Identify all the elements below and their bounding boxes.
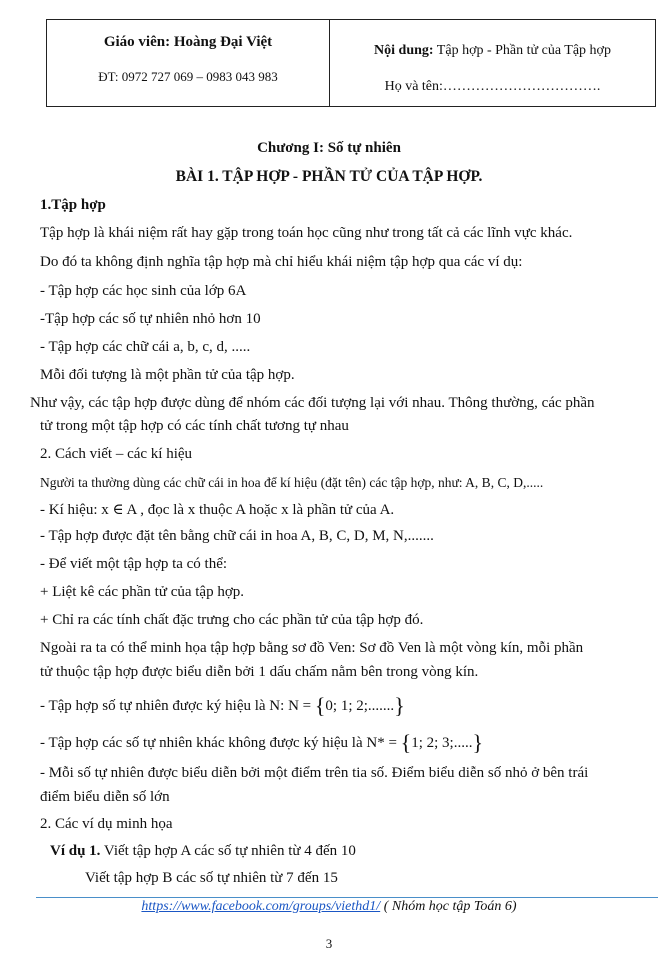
example-text: Viết tập hợp A các số tự nhiên từ 4 đến 10 — [100, 843, 356, 859]
teacher-name: Giáo viên: Hoàng Đại Việt — [103, 34, 273, 50]
paragraph: Như vậy, các tập hợp được dùng để nhóm các đối tượng lại với nhau. Thông thường, các phần — [30, 395, 595, 411]
page-number: 3 — [325, 936, 333, 951]
chapter-title: Chương I: Số tự nhiên — [257, 140, 401, 156]
paragraph: - Để viết một tập hợp ta có thể: — [40, 556, 228, 572]
paragraph: Mỗi đối tượng là một phần tử của tập hợp. — [40, 367, 295, 383]
math-elements: 0; 1; 2;....... — [325, 698, 395, 714]
close-brace: } — [394, 693, 405, 718]
example-1-b: Viết tập hợp B các số tự nhiên từ 7 đến 15 — [85, 870, 338, 886]
paragraph: Ngoài ra ta có thể minh họa tập hợp bằng sơ đồ Ven: Sơ đồ Ven là một vòng kín, mỗi phần — [40, 640, 584, 656]
content-label: Nội dung: — [374, 43, 434, 58]
text: , đọc là x thuộc A hoặc x là phần tử của A. — [136, 502, 395, 518]
teacher-phone: ĐT: 0972 727 069 – 0983 043 983 — [98, 69, 278, 84]
paragraph: điểm biểu diễn số lớn — [40, 789, 170, 805]
paragraph — [40, 500, 394, 519]
text: - Kí hiệu: — [40, 502, 102, 518]
close-brace: } — [472, 730, 484, 755]
header-content-cell — [330, 20, 655, 106]
facebook-group-link[interactable]: https://www.facebook.com/groups/viethd1/ — [141, 899, 381, 914]
math-lhs: N = — [288, 698, 315, 714]
paragraph: Do đó ta không định nghĩa tập hợp mà chỉ hiểu khái niệm tập hợp qua các ví dụ: — [40, 254, 523, 270]
paragraph: Người ta thường dùng các chữ cái in hoa để kí hiệu (đặt tên) các tập hợp, như: A, B, C, D,..... — [40, 475, 544, 490]
math-lhs: N* = — [366, 735, 401, 751]
footer — [0, 899, 658, 915]
open-brace: { — [400, 730, 412, 755]
section-2-heading: 2. Cách viết – các kí hiệu — [40, 446, 193, 462]
lesson-title: BÀI 1. TẬP HỢP - PHẦN TỬ CỦA TẬP HỢP. — [175, 168, 483, 185]
footer-rule — [36, 897, 658, 898]
content-value: Tập hợp - Phần tử của Tập hợp — [433, 43, 611, 58]
example-label: Ví dụ 1. — [50, 843, 101, 859]
group-name: ( Nhóm học tập Toán 6) — [380, 899, 517, 914]
content-line — [330, 43, 655, 59]
example-1 — [50, 843, 356, 860]
header-table — [46, 19, 656, 107]
paragraph: tử thuộc tập hợp được biểu diễn bởi 1 dấu chấm nằm bên trong vòng kín. — [40, 664, 479, 680]
section-3-heading: 2. Các ví dụ minh họa — [40, 816, 173, 832]
name-field: Họ và tên:……………………………. — [384, 79, 601, 94]
paragraph: tử trong một tập hợp có các tính chất tương tự nhau — [40, 418, 349, 434]
text: - Tập hợp các số tự nhiên khác không được ký hiệu là — [40, 735, 367, 751]
section-1-heading: 1.Tập hợp — [40, 197, 106, 213]
list-item: - Tập hợp các học sinh của lớp 6A — [40, 283, 247, 299]
paragraph — [40, 730, 483, 756]
paragraph: + Chỉ ra các tính chất đặc trưng cho các phần tử của tập hợp đó. — [40, 612, 424, 628]
math-elements: 1; 2; 3;..... — [411, 735, 473, 751]
paragraph — [40, 693, 405, 719]
header-teacher-cell — [47, 20, 330, 106]
math-expression: x ∈ A — [101, 502, 137, 518]
paragraph: - Tập hợp được đặt tên bằng chữ cái in hoa A, B, C, D, M, N,....... — [40, 528, 434, 544]
list-item: - Tập hợp các chữ cái a, b, c, d, ..... — [40, 339, 251, 355]
paragraph: + Liệt kê các phần tử của tập hợp. — [40, 584, 245, 600]
open-brace: { — [314, 693, 326, 718]
paragraph: Tập hợp là khái niệm rất hay gặp trong toán học cũng như trong tất cả các lĩnh vực khác. — [40, 225, 573, 241]
text: - Tập hợp số tự nhiên được ký hiệu là N: — [40, 698, 289, 714]
list-item: -Tập hợp các số tự nhiên nhỏ hơn 10 — [40, 311, 261, 327]
paragraph: - Mỗi số tự nhiên được biểu diễn bởi một điểm trên tia số. Điểm biểu diễn số nhỏ ở bên trái — [40, 765, 589, 781]
